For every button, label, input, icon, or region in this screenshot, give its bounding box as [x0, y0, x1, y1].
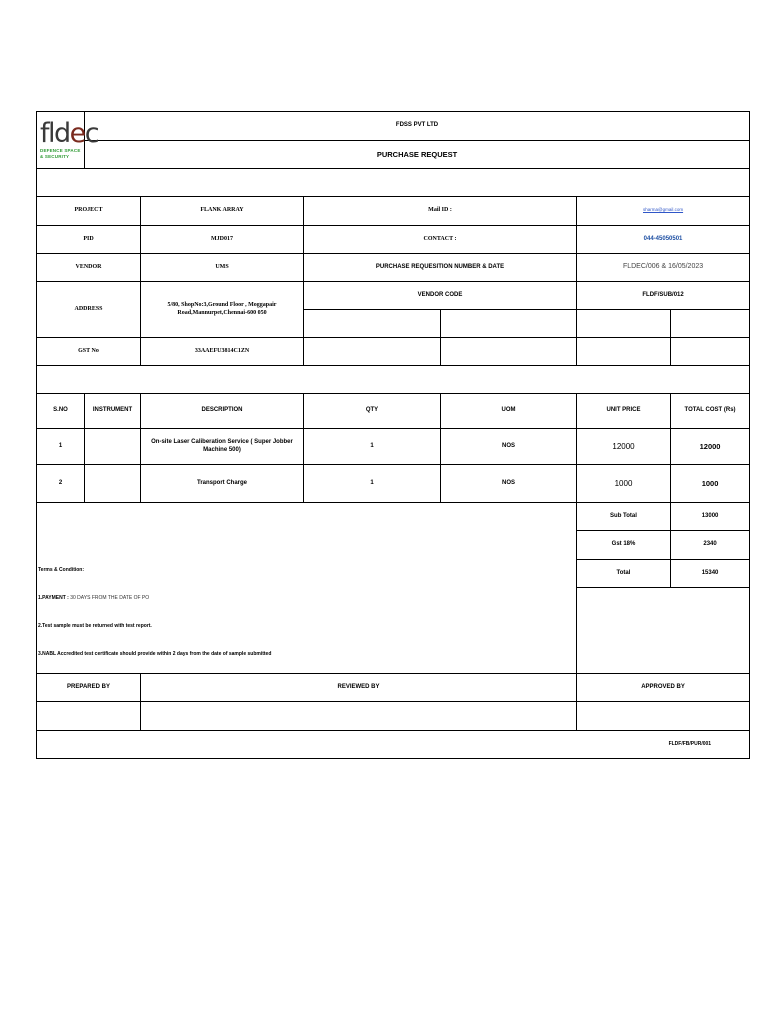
col-header-description: DESCRIPTION	[141, 394, 304, 429]
pr-number-label: PURCHASE REQUESITION NUMBER & DATE	[304, 254, 577, 282]
table-row	[37, 429, 750, 465]
item-qty: 1	[304, 465, 441, 503]
approved-by-signature	[577, 702, 750, 731]
contact-value: 044-45050501	[577, 226, 750, 254]
reviewed-by-label: REVIEWED BY	[141, 674, 577, 702]
vendor-label: VENDOR	[37, 254, 141, 282]
logo-wordmark: fldec	[40, 118, 99, 150]
form-table	[36, 111, 750, 759]
terms-line-2: 2.Test sample must be returned with test report.	[38, 623, 152, 629]
item-sno: 1	[37, 429, 85, 465]
subtotal-label: Sub Total	[577, 503, 671, 531]
terms-payment-text: 30 DAYS FROM THE DATE OF PO	[70, 595, 150, 601]
purchase-request-form	[36, 111, 749, 759]
terms-and-conditions	[37, 503, 577, 674]
empty-cell	[304, 338, 441, 366]
gst-value: 33AAEFU3814C1ZN	[141, 338, 304, 366]
vendor-value: UMS	[141, 254, 304, 282]
address-label: ADDRESS	[37, 282, 141, 338]
grand-total-label: Total	[577, 560, 671, 588]
terms-payment	[38, 595, 149, 601]
col-header-total-cost: TOTAL COST (Rs)	[671, 394, 750, 429]
form-code: FLDF/FB/PUR/001	[37, 731, 750, 759]
logo-tagline: DEFENCE SPACE & SECURITY	[40, 148, 81, 159]
item-total: 12000	[671, 429, 750, 465]
item-description: On-site Laser Caliberation Service ( Super Jobber Machine 500)	[141, 429, 304, 465]
logo-accent-letter: e	[69, 118, 85, 150]
prepared-by-signature	[37, 702, 141, 731]
empty-cell	[577, 588, 750, 674]
mail-label: Mail ID :	[304, 197, 577, 226]
item-qty: 1	[304, 429, 441, 465]
contact-label: CONTACT :	[304, 226, 577, 254]
project-value: FLANK ARRAY	[141, 197, 304, 226]
item-uom: NOS	[441, 429, 577, 465]
gst-label: GST No	[37, 338, 141, 366]
terms-payment-label: 1.PAYMENT :	[38, 595, 69, 601]
spacer-row	[37, 366, 750, 394]
gst-total-label: Gst 18%	[577, 531, 671, 560]
mail-cell	[577, 197, 750, 226]
col-header-instrument: INSTRUMENT	[85, 394, 141, 429]
pid-label: PID	[37, 226, 141, 254]
spacer-row	[37, 169, 750, 197]
subtotal-value: 13000	[671, 503, 750, 531]
item-sno: 2	[37, 465, 85, 503]
col-header-unit-price: UNIT PRICE	[577, 394, 671, 429]
item-instrument	[85, 429, 141, 465]
company-name: FDSS PVT LTD	[85, 112, 750, 141]
empty-cell	[441, 310, 577, 338]
pr-number-value: FLDEC/006 & 16/05/2023	[577, 254, 750, 282]
empty-cell	[304, 310, 441, 338]
gst-total-value: 2340	[671, 531, 750, 560]
col-header-sno: S.NO	[37, 394, 85, 429]
item-total: 1000	[671, 465, 750, 503]
empty-cell	[577, 338, 671, 366]
col-header-uom: UOM	[441, 394, 577, 429]
prepared-by-label: PREPARED BY	[37, 674, 141, 702]
col-header-qty: QTY	[304, 394, 441, 429]
project-label: PROJECT	[37, 197, 141, 226]
terms-line-3: 3.NABL Accredited test certificate should provide within 2 days from the date of sample submitted	[38, 651, 272, 657]
reviewed-by-signature	[141, 702, 577, 731]
empty-cell	[671, 310, 750, 338]
item-unit-price: 12000	[577, 429, 671, 465]
company-logo	[37, 112, 99, 169]
address-value: 5/80, ShopNo:3,Ground Floor , Moggapair Road,Mannurpet,Chennai-600 050	[141, 282, 304, 338]
vendor-code-label: VENDOR CODE	[304, 282, 577, 310]
item-unit-price: 1000	[577, 465, 671, 503]
empty-cell	[671, 338, 750, 366]
item-uom: NOS	[441, 465, 577, 503]
item-description: Transport Charge	[141, 465, 304, 503]
mail-link[interactable]: sharma@gmail.com	[643, 207, 684, 213]
grand-total-value: 15340	[671, 560, 750, 588]
terms-heading: Terms & Condition:	[38, 567, 85, 573]
table-row	[37, 465, 750, 503]
form-title: PURCHASE REQUEST	[85, 141, 750, 169]
vendor-code-value: FLDF/SUB/012	[577, 282, 750, 310]
approved-by-label: APPROVED BY	[577, 674, 750, 702]
item-instrument	[85, 465, 141, 503]
pid-value: MJD017	[141, 226, 304, 254]
empty-cell	[577, 310, 671, 338]
empty-cell	[441, 338, 577, 366]
